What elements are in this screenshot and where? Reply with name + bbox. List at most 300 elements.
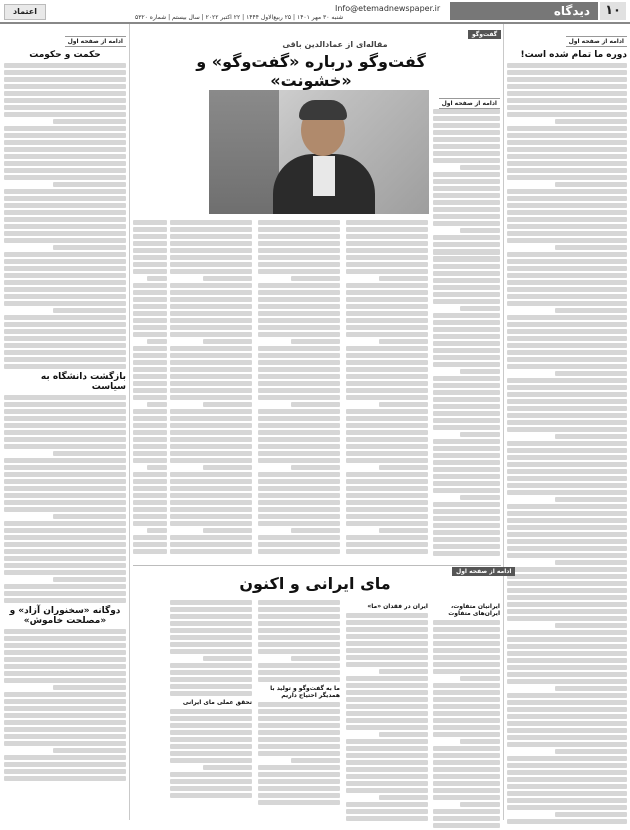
subheading: تحقق عملی مای ایرانی (182, 699, 252, 706)
text-line (507, 266, 627, 271)
text-line (346, 493, 428, 498)
text-line (133, 374, 167, 379)
article-kicker: مقاله‌ای از عمادالدین باقی (282, 40, 388, 49)
text-line (4, 315, 126, 320)
text-line (170, 262, 252, 267)
text-line (433, 193, 500, 198)
text-line (555, 308, 627, 313)
text-line (346, 521, 428, 526)
text-line (258, 486, 340, 491)
text-line (433, 711, 500, 716)
text-line (346, 269, 428, 274)
text-line (170, 600, 252, 605)
text-line (507, 756, 627, 761)
text-line (507, 742, 627, 747)
text-line (170, 241, 252, 246)
text-line (133, 360, 167, 365)
text-line (258, 542, 340, 547)
text-line (346, 655, 428, 660)
text-line (258, 227, 340, 232)
text-line (4, 734, 126, 739)
text-line (433, 669, 500, 674)
text-line (346, 304, 428, 309)
text-line (258, 635, 340, 640)
text-line (53, 245, 126, 250)
text-line (170, 535, 252, 540)
text-line (133, 500, 167, 505)
text-line (4, 521, 126, 526)
text-line (258, 220, 340, 225)
text-line (170, 227, 252, 232)
text-line (258, 360, 340, 365)
text-line (507, 280, 627, 285)
text-line (203, 339, 252, 344)
text-line (507, 98, 627, 103)
text-line (4, 479, 126, 484)
text-line (133, 493, 167, 498)
text-line (433, 404, 500, 409)
text-line (170, 514, 252, 519)
text-line (507, 301, 627, 306)
text-line (4, 636, 126, 641)
text-line (170, 786, 252, 791)
text-line (433, 186, 500, 191)
text-line (346, 346, 428, 351)
text-line (507, 651, 627, 656)
text-line (258, 283, 340, 288)
text-line (507, 161, 627, 166)
text-line (170, 677, 252, 682)
text-line (133, 234, 167, 239)
text-line (258, 451, 340, 456)
continued-tag: ادامه از صفحه اول (65, 36, 126, 47)
text-line (203, 656, 252, 661)
text-line (433, 509, 500, 514)
text-line (460, 165, 500, 170)
column-divider (503, 24, 504, 820)
text-line (258, 353, 340, 358)
text-line (170, 325, 252, 330)
text-line (258, 677, 340, 682)
text-line (346, 318, 428, 323)
text-line (258, 723, 340, 728)
text-line (555, 371, 627, 376)
text-line (258, 751, 340, 756)
text-line (258, 472, 340, 477)
text-line (170, 311, 252, 316)
text-line (507, 693, 627, 698)
text-line (433, 257, 500, 262)
text-line (4, 584, 126, 589)
text-line (133, 353, 167, 358)
text-line (507, 700, 627, 705)
text-line (133, 304, 167, 309)
text-line (433, 278, 500, 283)
text-line (346, 704, 428, 709)
text-line (4, 266, 126, 271)
text-line (4, 556, 126, 561)
text-line (507, 105, 627, 110)
text-line (170, 472, 252, 477)
text-line (170, 416, 252, 421)
text-line (433, 271, 500, 276)
text-line (507, 553, 627, 558)
text-line (507, 679, 627, 684)
text-line (507, 203, 627, 208)
text-line (507, 217, 627, 222)
left-column (4, 28, 126, 783)
text-line (4, 699, 126, 704)
text-line (507, 455, 627, 460)
text-line (133, 241, 167, 246)
text-line (258, 702, 340, 707)
text-line (555, 182, 627, 187)
text-line (133, 290, 167, 295)
text-line (4, 755, 126, 760)
text-line (203, 765, 252, 770)
text-line (170, 290, 252, 295)
text-line (346, 507, 428, 512)
text-line (346, 620, 428, 625)
text-line (170, 684, 252, 689)
text-line (433, 151, 500, 156)
text-line (507, 567, 627, 572)
text-line (460, 739, 500, 744)
text-line (433, 235, 500, 240)
text-line (4, 63, 126, 68)
text-line (133, 416, 167, 421)
text-line (555, 560, 627, 565)
text-line (346, 409, 428, 414)
continued-tag: ادامه از صفحه اول (452, 567, 515, 576)
text-line (379, 528, 428, 533)
text-line (507, 224, 627, 229)
text-line (133, 262, 167, 267)
text-line (170, 663, 252, 668)
text-line (460, 802, 500, 807)
text-line (507, 259, 627, 264)
text-line (433, 523, 500, 528)
text-line (170, 255, 252, 260)
article-heading: حکمت و حکومت (29, 50, 101, 60)
text-line (507, 154, 627, 159)
text-line (4, 591, 126, 596)
text-line (258, 716, 340, 721)
text-line (507, 798, 627, 803)
text-line (507, 728, 627, 733)
text-line (433, 383, 500, 388)
text-line (507, 189, 627, 194)
text-line (170, 730, 252, 735)
text-line (433, 767, 500, 772)
text-line (258, 437, 340, 442)
text-line (170, 346, 252, 351)
text-line (4, 350, 126, 355)
text-line (507, 357, 627, 362)
text-line (433, 460, 500, 465)
text-line (460, 676, 500, 681)
text-line (379, 402, 428, 407)
text-line (507, 147, 627, 152)
text-line (4, 416, 126, 421)
text-line (133, 444, 167, 449)
text-line (433, 144, 500, 149)
text-line (433, 683, 500, 688)
text-line (433, 648, 500, 653)
text-line (170, 374, 252, 379)
text-line (170, 220, 252, 225)
text-line (170, 670, 252, 675)
text-line (346, 479, 428, 484)
text-line (433, 537, 500, 542)
text-line (433, 200, 500, 205)
text-line (258, 709, 340, 714)
text-line (170, 395, 252, 400)
text-line (507, 350, 627, 355)
text-line (433, 488, 500, 493)
text-line (258, 730, 340, 735)
text-line (555, 686, 627, 691)
text-line (170, 248, 252, 253)
text-line (4, 458, 126, 463)
text-line (433, 172, 500, 177)
subheading: ما به گفت‌وگو و تولید با همدیگر احتیاج داریم (270, 685, 340, 699)
text-line (507, 546, 627, 551)
text-line (258, 621, 340, 626)
header-rule (0, 22, 630, 24)
text-line (4, 273, 126, 278)
text-line (4, 280, 126, 285)
text-line (147, 528, 167, 533)
text-line (433, 530, 500, 535)
text-line (507, 595, 627, 600)
text-line (170, 332, 252, 337)
text-line (170, 649, 252, 654)
text-line (258, 479, 340, 484)
text-line (507, 336, 627, 341)
text-line (460, 369, 500, 374)
text-line (507, 469, 627, 474)
text-line (507, 518, 627, 523)
text-line (346, 634, 428, 639)
text-line (170, 437, 252, 442)
text-line (53, 182, 126, 187)
text-line (4, 84, 126, 89)
text-line (258, 311, 340, 316)
text-line (433, 264, 500, 269)
text-line (507, 784, 627, 789)
text-line (507, 665, 627, 670)
text-line (170, 723, 252, 728)
text-line (346, 437, 428, 442)
text-line (258, 600, 340, 605)
text-line (4, 238, 126, 243)
text-line (170, 444, 252, 449)
text-line (258, 395, 340, 400)
text-line (433, 641, 500, 646)
text-line (170, 367, 252, 372)
text-line (507, 637, 627, 642)
text-line (258, 374, 340, 379)
text-line (433, 551, 500, 556)
text-line (133, 409, 167, 414)
text-line (4, 643, 126, 648)
text-line (433, 732, 500, 737)
text-line (346, 374, 428, 379)
text-line (346, 788, 428, 793)
text-line (170, 381, 252, 386)
text-line (346, 451, 428, 456)
text-line (170, 353, 252, 358)
text-line (258, 772, 340, 777)
page-header (0, 0, 630, 22)
text-line (203, 276, 252, 281)
text-line (507, 238, 627, 243)
text-line (133, 423, 167, 428)
text-line (170, 635, 252, 640)
text-line (460, 228, 500, 233)
text-line (4, 322, 126, 327)
text-line (507, 399, 627, 404)
text-line (346, 753, 428, 758)
text-line (170, 621, 252, 626)
text-line (4, 444, 126, 449)
text-line (147, 402, 167, 407)
text-line (507, 672, 627, 677)
text-line (258, 549, 340, 554)
text-line (258, 793, 340, 798)
text-line (346, 746, 428, 751)
text-line (346, 332, 428, 337)
text-line (346, 767, 428, 772)
text-line (170, 479, 252, 484)
text-line (507, 770, 627, 775)
text-line (433, 809, 500, 814)
text-line (460, 432, 500, 437)
text-line (433, 362, 500, 367)
text-line (346, 690, 428, 695)
text-line (4, 650, 126, 655)
text-line (507, 539, 627, 544)
text-line (346, 809, 428, 814)
text-line (4, 364, 126, 369)
text-line (507, 364, 627, 369)
text-line (433, 502, 500, 507)
text-line (555, 749, 627, 754)
text-line (507, 329, 627, 334)
author-photo (209, 90, 429, 214)
text-line (170, 486, 252, 491)
text-line (4, 692, 126, 697)
text-line (346, 388, 428, 393)
text-line (346, 381, 428, 386)
text-line (258, 614, 340, 619)
text-line (147, 339, 167, 344)
text-line (346, 718, 428, 723)
text-line (346, 325, 428, 330)
text-line (555, 119, 627, 124)
text-line (291, 402, 340, 407)
text-line (170, 716, 252, 721)
text-line (4, 437, 126, 442)
text-line (4, 343, 126, 348)
text-line (4, 91, 126, 96)
text-line (433, 620, 500, 625)
text-line (170, 521, 252, 526)
article-column (170, 600, 252, 800)
text-line (258, 241, 340, 246)
text-line (170, 744, 252, 749)
text-line (258, 800, 340, 805)
text-line (258, 642, 340, 647)
text-line (379, 339, 428, 344)
article-heading: دوره ما تمام شده است! (520, 50, 627, 60)
text-line (433, 334, 500, 339)
text-line (170, 409, 252, 414)
article-column (346, 220, 428, 556)
text-line (346, 360, 428, 365)
continued-tag: ادامه از صفحه اول (439, 98, 500, 109)
text-line (507, 413, 627, 418)
text-line (4, 430, 126, 435)
text-line (4, 224, 126, 229)
text-line (170, 779, 252, 784)
text-line (4, 549, 126, 554)
text-line (291, 465, 340, 470)
text-line (346, 290, 428, 295)
text-line (346, 683, 428, 688)
text-line (133, 395, 167, 400)
text-line (170, 691, 252, 696)
text-line (507, 441, 627, 446)
text-line (4, 706, 126, 711)
text-line (346, 234, 428, 239)
text-line (379, 465, 428, 470)
text-line (170, 458, 252, 463)
text-line (4, 678, 126, 683)
text-line (555, 497, 627, 502)
text-line (133, 227, 167, 232)
text-line (258, 430, 340, 435)
text-line (507, 616, 627, 621)
article-body (507, 63, 627, 824)
text-line (507, 525, 627, 530)
text-line (433, 453, 500, 458)
text-line (170, 607, 252, 612)
text-line (4, 486, 126, 491)
text-line (433, 760, 500, 765)
text-line (4, 713, 126, 718)
text-line (133, 542, 167, 547)
article-column (433, 600, 500, 830)
text-line (258, 458, 340, 463)
text-line (433, 320, 500, 325)
text-line (507, 588, 627, 593)
text-line (170, 793, 252, 798)
article-column (133, 220, 167, 556)
text-line (258, 409, 340, 414)
text-line (433, 179, 500, 184)
text-line (433, 285, 500, 290)
text-line (258, 663, 340, 668)
text-line (4, 671, 126, 676)
text-line (433, 327, 500, 332)
text-line (258, 500, 340, 505)
text-line (433, 627, 500, 632)
text-line (133, 297, 167, 302)
text-line (170, 549, 252, 554)
text-line (4, 472, 126, 477)
